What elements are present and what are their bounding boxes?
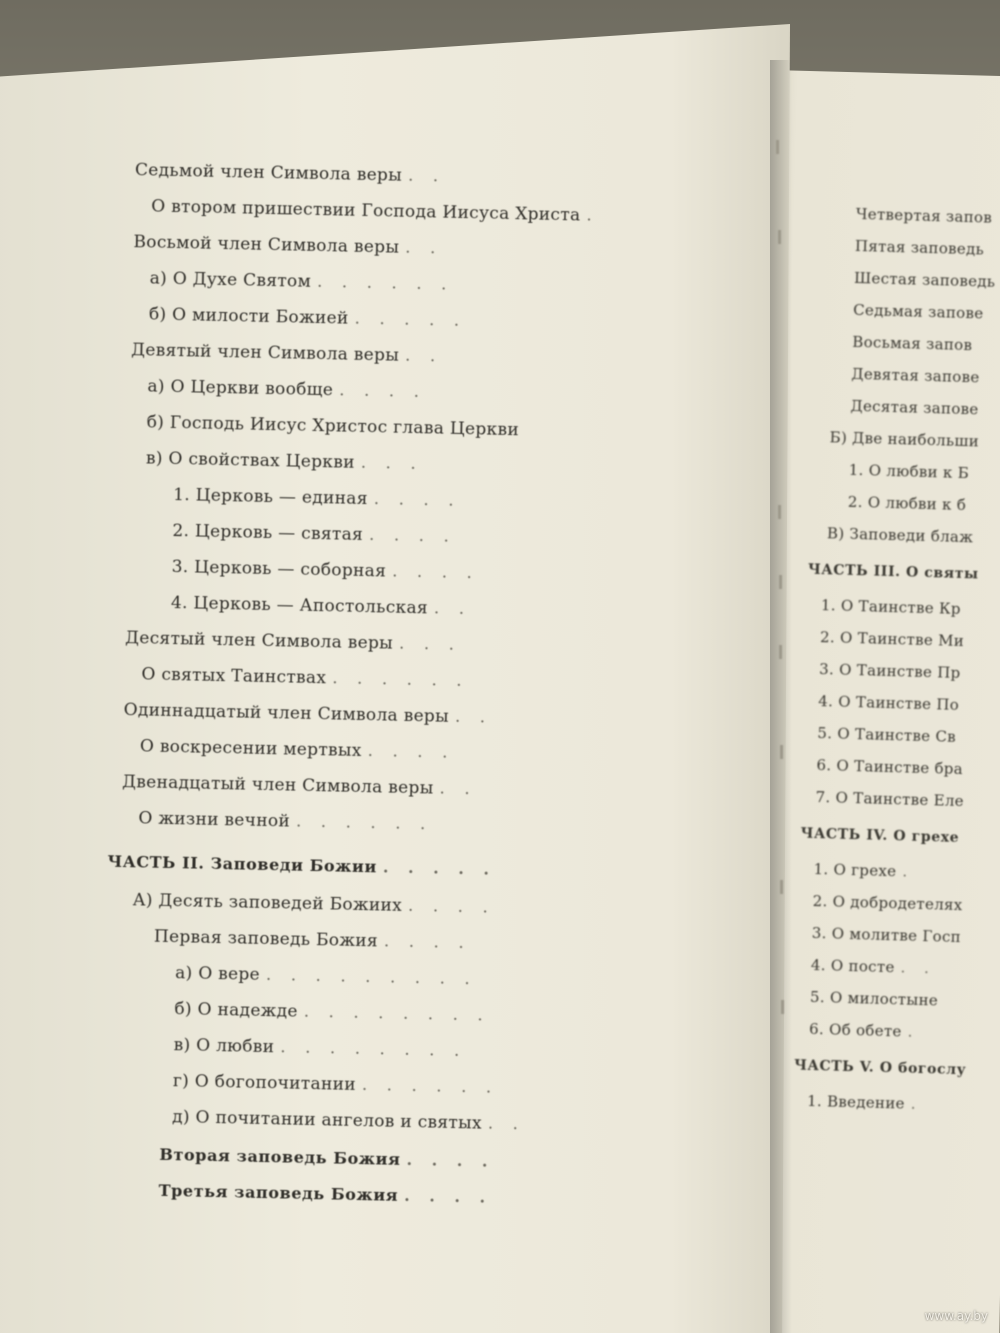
toc-entry: 3. О Таинстве Пр — [818, 660, 961, 682]
toc-entry: 7. О Таинстве Еле — [815, 787, 965, 811]
toc-entry: 1. О любви к Б — [848, 460, 970, 483]
toc-entry: б) О надежде . . . . . . . . — [174, 999, 491, 1026]
toc-entry: а) О Церкви вообще . . . . — [147, 376, 427, 403]
toc-section-heading: ЧАСТЬ III. О святы — [807, 561, 979, 583]
toc-section-heading: ЧАСТЬ IV. О грехе — [800, 825, 960, 847]
toc-entry: А) Десять заповедей Божиих . . . . — [132, 890, 496, 918]
toc-entry: 3. О молитве Госп — [811, 923, 962, 947]
toc-entry: 1. О грехе . — [813, 859, 915, 881]
toc-entry: 4. О посте . . — [810, 955, 937, 978]
page-mark — [778, 505, 781, 519]
toc-entry: Пятая заповедь — [854, 236, 985, 259]
toc-entry: а) О Духе Святом . . . . . . — [149, 268, 454, 295]
toc-entry: Девятая запове — [851, 364, 980, 387]
toc-entry: 6. Об обете . — [808, 1019, 920, 1041]
toc-entry: Шестая заповедь — [853, 268, 996, 291]
page-mark — [779, 645, 782, 659]
toc-entry: г) О богопочитании . . . . . . — [172, 1071, 499, 1098]
toc-entry: 3. Церковь — соборная . . . . — [171, 556, 480, 584]
toc-entry: Девятый член Символа веры . . — [131, 340, 443, 367]
toc-entry: Первая заповедь Божия . . . . — [153, 926, 471, 954]
toc-entry: 5. О Таинстве Св — [817, 724, 957, 746]
toc-entry: в) О любви . . . . . . . . — [173, 1035, 467, 1062]
toc-section-heading: ЧАСТЬ II. Заповеди Божии . . . . . — [107, 851, 497, 879]
toc-entry: О святых Таинствах . . . . . . — [141, 664, 469, 692]
toc-entry: Восьмой член Символа веры . . — [133, 232, 443, 259]
page-mark — [778, 230, 781, 244]
page-mark — [780, 880, 783, 894]
toc-entry: б) Господь Иисус Христос глава Церкви — [146, 412, 520, 441]
toc-entry: 2. О добродетелях — [812, 891, 963, 915]
page-mark — [779, 575, 782, 589]
toc-entry: 1. Введение . — [806, 1091, 923, 1114]
page-mark — [781, 1000, 784, 1014]
toc-entry: в) О свойствах Церкви . . . — [145, 448, 423, 475]
toc-entry: д) О почитании ангелов и святых . . — [171, 1107, 526, 1135]
toc-entry: 4. Церковь — Апостольская . . — [170, 592, 472, 620]
toc-entry: Четвертая запов — [855, 204, 993, 227]
toc-entry: 1. О Таинстве Кр — [820, 596, 962, 618]
toc-entry: Десятая запове — [850, 396, 979, 419]
page-mark — [780, 745, 783, 759]
toc-entry: Б) Две наибольши — [829, 428, 980, 451]
toc-entry: Третья заповедь Божия . . . . — [158, 1180, 493, 1207]
toc-entry: Вторая заповедь Божия . . . . — [159, 1144, 495, 1171]
toc-entry: 2. Церковь — святая . . . . — [172, 520, 457, 547]
toc-entry: 5. О милостыне — [809, 987, 939, 1010]
toc-entry: Седьмая запове — [852, 300, 984, 323]
toc-entry: О втором пришествии Господа Иисуса Христа . — [151, 196, 600, 226]
toc-entry: В) Заповеди блаж — [826, 524, 974, 547]
toc-entry: Седьмой член Символа веры . . — [134, 160, 446, 187]
toc-entry: Десятый член Символа веры . . . — [124, 628, 462, 656]
toc-entry: Одиннадцатый член Символа веры . . — [123, 699, 493, 728]
toc-entry: Восьмая запов — [852, 332, 973, 355]
page-mark — [776, 140, 779, 154]
toc-entry: 2. О любви к б — [847, 492, 967, 515]
toc-entry: 4. О Таинстве По — [818, 692, 960, 714]
toc-entry: О воскресении мертвых . . . . — [139, 736, 455, 763]
toc-entry: 2. О Таинстве Ми — [819, 628, 965, 651]
toc-entry: 6. О Таинстве бра — [816, 756, 964, 779]
toc-section-heading: ЧАСТЬ V. О богослу — [793, 1057, 967, 1079]
toc-entry: а) О вере . . . . . . . . . — [174, 963, 478, 990]
toc-entry: О жизни вечной . . . . . . — [138, 808, 433, 835]
watermark: www.ay.by — [924, 1309, 988, 1323]
toc-entry: 1. Церковь — единая . . . . — [172, 484, 461, 511]
toc-entry: Двенадцатый член Символа веры . . — [121, 771, 477, 800]
toc-entry: б) О милости Божией . . . . . — [148, 304, 467, 332]
